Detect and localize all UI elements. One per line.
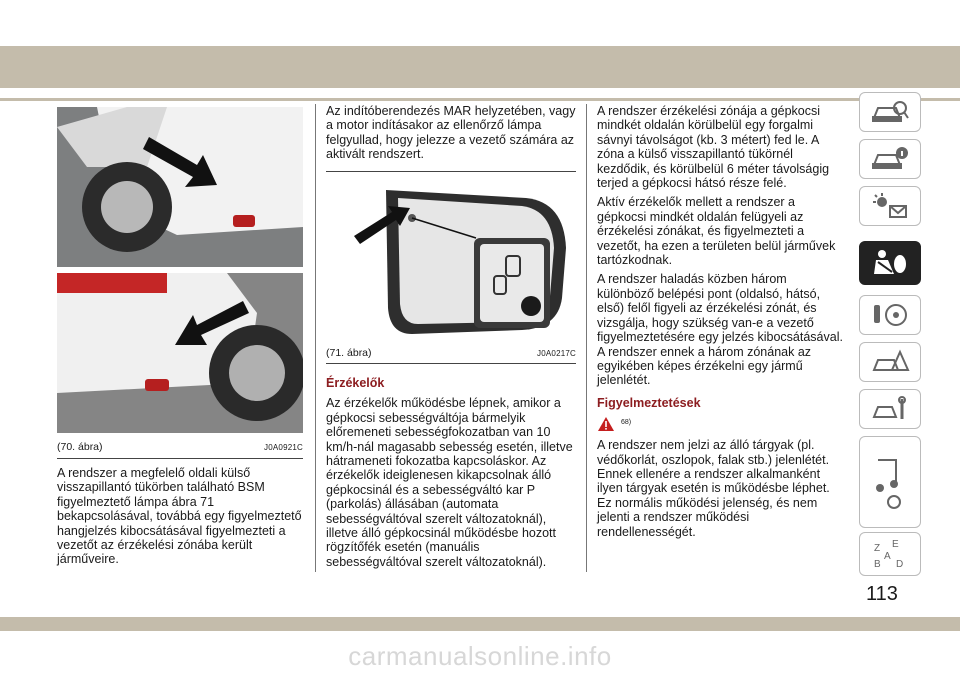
tab-roadside-emergency[interactable] <box>859 342 921 382</box>
watermark: carmanualsonline.info <box>348 641 612 671</box>
multimedia-icon <box>870 452 910 512</box>
figure-code: J0A0217C <box>537 349 576 358</box>
roadside-emergency-icon <box>870 348 910 376</box>
paragraph: A rendszer nem jelzi az álló tárgyak (pl. védőkorlát, oszlopok, falak stb.) jelenlétét. Ennek ellenére a rendszer alkalmanként ilyen tárgyak esetén is működésbe léphet. Ez normális működési jelenség, és nem jelenti a rendszer működési rendellenességét. <box>597 438 830 539</box>
caption-rule <box>326 363 576 364</box>
tab-warning-lights[interactable] <box>859 186 921 226</box>
svg-text:Z: Z <box>874 543 881 554</box>
paragraph: Az érzékelők működésbe lépnek, amikor a gépkocsi sebességváltója bármelyik előremeneti sebességfokozatban van 10 km/h-nál magasabb sebesség esetén, illetve hátrameneti fokozatba kapcsoláskor. Az érzékelők ideiglenesen kikapcsolnak álló gépkocsinál és a sebességváltó kar P (parkolás) állásában (automata sebességváltóval szerelt változatoknál), illetve álló gépkocsinál működésbe hozott rögzítőfék esetén (manuális sebességváltóval szerelt változatoknál). <box>326 396 573 569</box>
car-info-icon <box>870 145 910 173</box>
warning-reference <box>597 416 847 432</box>
column-2-text <box>326 104 576 167</box>
tab-maintenance[interactable] <box>859 389 921 429</box>
tab-car-info[interactable] <box>859 139 921 179</box>
maintenance-icon <box>870 395 910 423</box>
figure-label: (70. ábra) <box>57 441 103 453</box>
svg-text:E: E <box>892 539 899 550</box>
tab-index[interactable] <box>859 532 921 576</box>
starting-driving-icon <box>870 301 910 329</box>
figure-70-caption <box>57 441 303 453</box>
index-icon <box>870 537 910 571</box>
caption-rule <box>57 458 303 459</box>
warning-triangle-icon <box>597 416 615 432</box>
section-heading: Érzékelők <box>326 376 385 390</box>
warning-lights-icon <box>870 192 910 220</box>
paragraph: Aktív érzékelők mellett a rendszer a gépkocsi mindkét oldalán felügyeli az érzékelési zónákat, és figyelmezteti a vezetőt, ha ezen a területen belül járművek tartózkodnak. <box>597 195 836 268</box>
safety-airbag-icon <box>870 248 910 278</box>
svg-text:D: D <box>896 559 904 570</box>
figure-top-rule <box>326 171 576 172</box>
top-band-line <box>0 98 960 101</box>
figure-71-mirror <box>326 178 576 342</box>
figure-70-photo-top <box>57 107 303 267</box>
column-3-text <box>597 104 847 544</box>
bottom-band <box>0 617 960 631</box>
top-band <box>0 46 960 88</box>
paragraph: A rendszer érzékelési zónája a gépkocsi mindkét oldalán körülbelül egy forgalmi sávnyi távolságot (kb. 3 métert) fed le. A zóna a külső visszapillantó tükörnél kezdődik, és körülbelül 6 méter távolságig terjed a gépkocsi hátsó része felé. <box>597 104 830 191</box>
figure-71-caption <box>326 347 576 359</box>
tab-car-search[interactable] <box>859 92 921 132</box>
figure-70-photo-bottom <box>57 273 303 433</box>
tab-safety[interactable] <box>859 241 921 285</box>
warning-ref-number: 68) <box>621 419 632 427</box>
column-1-text <box>57 466 303 572</box>
tab-starting-driving[interactable] <box>859 295 921 335</box>
paragraph: A rendszer a megfelelő oldali külső visszapillantó tükörben található BSM figyelmeztető lámpa ábra 71 bekapcsolásával, továbbá egy figyelmeztető hangjelzés kibocsátásával figyelmezteti a vezetőt az érzékelési zónába került járműveire. <box>57 466 302 567</box>
paragraph: A rendszer haladás közben három különböző belépési pont (oldalsó, hátsó, első) felől figyeli az érzékelési zónát, és vizsgálja, hogy szükség van-e a vezető figyelmeztetésére egy jelzés kibocsátásával. A rendszer ennek a három zónának az egyikében képes érzékelni egy jármű jelenlétét. <box>597 272 843 388</box>
tab-multimedia[interactable] <box>859 436 921 528</box>
car-search-icon <box>870 98 910 126</box>
figure-code: J0A0921C <box>264 443 303 452</box>
column-divider <box>315 104 316 572</box>
figure-label: (71. ábra) <box>326 347 372 359</box>
svg-text:A: A <box>884 551 891 562</box>
svg-text:B: B <box>874 559 881 570</box>
section-heading: Figyelmeztetések <box>597 395 701 410</box>
column-divider <box>586 104 587 572</box>
paragraph: Az indítóberendezés MAR helyzetében, vagy a motor indításakor az ellenőrző lámpa felgyullad, hogy jelezze a vezető számára az aktivált rendszert. <box>326 104 576 162</box>
column-2-section <box>326 368 576 574</box>
page-number: 113 <box>866 583 898 605</box>
